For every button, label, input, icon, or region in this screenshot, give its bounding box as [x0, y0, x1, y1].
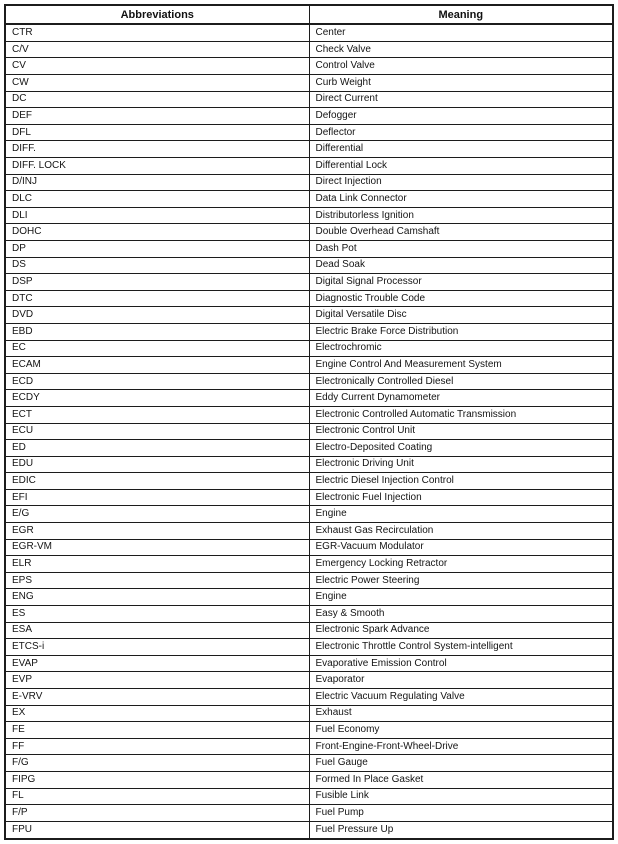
- meaning-cell: Distributorless Ignition: [309, 207, 613, 224]
- abbreviation-cell: DC: [5, 91, 309, 108]
- table-row: [5, 606, 613, 623]
- meaning-cell: Electric Vacuum Regulating Valve: [309, 689, 613, 706]
- table-row: [5, 373, 613, 390]
- abbreviations-column-header: Abbreviations: [5, 5, 309, 24]
- table-row: [5, 307, 613, 324]
- abbreviation-cell: F/P: [5, 805, 309, 822]
- table-row: [5, 506, 613, 523]
- table-row: [5, 224, 613, 241]
- table-row: [5, 556, 613, 573]
- abbreviation-cell: EGR-VM: [5, 539, 309, 556]
- abbreviation-cell: ECD: [5, 373, 309, 390]
- table-row: [5, 158, 613, 175]
- abbreviation-cell: C/V: [5, 41, 309, 58]
- table-row: [5, 290, 613, 307]
- abbreviation-cell: E-VRV: [5, 689, 309, 706]
- abbreviation-cell: EC: [5, 340, 309, 357]
- abbreviation-cell: ES: [5, 606, 309, 623]
- header-row: [5, 5, 613, 24]
- table-row: [5, 124, 613, 141]
- meaning-cell: Electronic Controlled Automatic Transmission: [309, 406, 613, 423]
- meaning-cell: Fuel Pump: [309, 805, 613, 822]
- meaning-cell: Deflector: [309, 124, 613, 141]
- meaning-cell: Electric Brake Force Distribution: [309, 323, 613, 340]
- table-row: [5, 75, 613, 92]
- table-header: [5, 5, 613, 24]
- abbreviation-cell: ECDY: [5, 390, 309, 407]
- table-row: [5, 456, 613, 473]
- table-row: [5, 24, 613, 41]
- abbreviation-cell: CV: [5, 58, 309, 75]
- table-row: [5, 390, 613, 407]
- abbreviation-cell: DP: [5, 240, 309, 257]
- abbreviation-cell: ENG: [5, 589, 309, 606]
- abbreviation-cell: EFI: [5, 489, 309, 506]
- meaning-cell: Eddy Current Dynamometer: [309, 390, 613, 407]
- table-row: [5, 805, 613, 822]
- abbreviation-cell: CTR: [5, 24, 309, 41]
- meaning-cell: Center: [309, 24, 613, 41]
- abbreviation-cell: FPU: [5, 821, 309, 839]
- table-row: [5, 58, 613, 75]
- abbreviation-cell: EVP: [5, 672, 309, 689]
- table-row: [5, 406, 613, 423]
- table-row: [5, 357, 613, 374]
- table-row: [5, 539, 613, 556]
- abbreviation-cell: EX: [5, 705, 309, 722]
- meaning-cell: Data Link Connector: [309, 191, 613, 208]
- table-row: [5, 473, 613, 490]
- table-row: [5, 191, 613, 208]
- abbreviation-cell: FIPG: [5, 771, 309, 788]
- table-row: [5, 340, 613, 357]
- abbreviation-cell: ECT: [5, 406, 309, 423]
- meaning-cell: Diagnostic Trouble Code: [309, 290, 613, 307]
- table-row: [5, 689, 613, 706]
- table-row: [5, 41, 613, 58]
- table-row: [5, 755, 613, 772]
- abbreviation-cell: DTC: [5, 290, 309, 307]
- meaning-cell: Curb Weight: [309, 75, 613, 92]
- meaning-cell: Electric Diesel Injection Control: [309, 473, 613, 490]
- abbreviation-cell: ELR: [5, 556, 309, 573]
- table-row: [5, 788, 613, 805]
- table-row: [5, 141, 613, 158]
- abbreviation-cell: EBD: [5, 323, 309, 340]
- meaning-cell: Electronic Spark Advance: [309, 622, 613, 639]
- abbreviation-cell: ECU: [5, 423, 309, 440]
- table-row: [5, 705, 613, 722]
- abbreviation-cell: EDIC: [5, 473, 309, 490]
- meaning-cell: Easy & Smooth: [309, 606, 613, 623]
- table-row: [5, 821, 613, 839]
- meaning-cell: Emergency Locking Retractor: [309, 556, 613, 573]
- abbreviation-cell: FL: [5, 788, 309, 805]
- table-row: [5, 655, 613, 672]
- abbreviation-cell: ETCS-i: [5, 639, 309, 656]
- abbreviation-cell: DFL: [5, 124, 309, 141]
- meaning-cell: Fuel Pressure Up: [309, 821, 613, 839]
- abbreviation-cell: DIFF.: [5, 141, 309, 158]
- meaning-cell: Fuel Economy: [309, 722, 613, 739]
- meaning-cell: Double Overhead Camshaft: [309, 224, 613, 241]
- meaning-cell: Electronic Throttle Control System-intelligent: [309, 639, 613, 656]
- meaning-cell: Evaporative Emission Control: [309, 655, 613, 672]
- meaning-cell: Digital Signal Processor: [309, 274, 613, 291]
- abbreviation-cell: FF: [5, 738, 309, 755]
- table-row: [5, 722, 613, 739]
- abbreviation-cell: DS: [5, 257, 309, 274]
- abbreviation-cell: EVAP: [5, 655, 309, 672]
- abbreviation-cell: FE: [5, 722, 309, 739]
- table-row: [5, 91, 613, 108]
- meaning-cell: Exhaust Gas Recirculation: [309, 523, 613, 540]
- table-row: [5, 489, 613, 506]
- abbreviation-cell: D/INJ: [5, 174, 309, 191]
- meaning-cell: Defogger: [309, 108, 613, 125]
- meaning-cell: Dead Soak: [309, 257, 613, 274]
- table-row: [5, 738, 613, 755]
- abbreviation-cell: ECAM: [5, 357, 309, 374]
- table-row: [5, 639, 613, 656]
- table-row: [5, 589, 613, 606]
- table-row: [5, 240, 613, 257]
- table-row: [5, 323, 613, 340]
- meaning-cell: Fuel Gauge: [309, 755, 613, 772]
- table-body: [5, 24, 613, 839]
- meaning-cell: Dash Pot: [309, 240, 613, 257]
- meaning-cell: EGR-Vacuum Modulator: [309, 539, 613, 556]
- meaning-cell: Differential: [309, 141, 613, 158]
- meaning-cell: Fusible Link: [309, 788, 613, 805]
- abbreviation-cell: CW: [5, 75, 309, 92]
- abbreviation-cell: DIFF. LOCK: [5, 158, 309, 175]
- abbreviation-cell: EPS: [5, 572, 309, 589]
- table-row: [5, 622, 613, 639]
- meaning-cell: Control Valve: [309, 58, 613, 75]
- abbreviation-cell: E/G: [5, 506, 309, 523]
- meaning-column-header: Meaning: [309, 5, 613, 24]
- abbreviation-cell: F/G: [5, 755, 309, 772]
- meaning-cell: Direct Injection: [309, 174, 613, 191]
- table-row: [5, 207, 613, 224]
- meaning-cell: Electronically Controlled Diesel: [309, 373, 613, 390]
- meaning-cell: Electronic Fuel Injection: [309, 489, 613, 506]
- abbreviation-cell: DSP: [5, 274, 309, 291]
- table-row: [5, 174, 613, 191]
- meaning-cell: Digital Versatile Disc: [309, 307, 613, 324]
- table-row: [5, 108, 613, 125]
- abbreviation-cell: EGR: [5, 523, 309, 540]
- meaning-cell: Electro-Deposited Coating: [309, 440, 613, 457]
- meaning-cell: Electronic Driving Unit: [309, 456, 613, 473]
- table-row: [5, 257, 613, 274]
- abbreviations-table: [4, 4, 614, 840]
- meaning-cell: Check Valve: [309, 41, 613, 58]
- table-row: [5, 523, 613, 540]
- meaning-cell: Electric Power Steering: [309, 572, 613, 589]
- table-row: [5, 771, 613, 788]
- meaning-cell: Engine: [309, 589, 613, 606]
- meaning-cell: Front-Engine-Front-Wheel-Drive: [309, 738, 613, 755]
- meaning-cell: Electronic Control Unit: [309, 423, 613, 440]
- abbreviation-cell: DLI: [5, 207, 309, 224]
- abbreviation-cell: DLC: [5, 191, 309, 208]
- meaning-cell: Evaporator: [309, 672, 613, 689]
- table-row: [5, 440, 613, 457]
- abbreviation-cell: DOHC: [5, 224, 309, 241]
- meaning-cell: Engine: [309, 506, 613, 523]
- table-row: [5, 423, 613, 440]
- abbreviation-cell: ESA: [5, 622, 309, 639]
- meaning-cell: Electrochromic: [309, 340, 613, 357]
- meaning-cell: Direct Current: [309, 91, 613, 108]
- abbreviation-cell: EDU: [5, 456, 309, 473]
- meaning-cell: Engine Control And Measurement System: [309, 357, 613, 374]
- abbreviation-cell: DVD: [5, 307, 309, 324]
- table-row: [5, 572, 613, 589]
- table-row: [5, 274, 613, 291]
- meaning-cell: Formed In Place Gasket: [309, 771, 613, 788]
- meaning-cell: Exhaust: [309, 705, 613, 722]
- abbreviation-cell: ED: [5, 440, 309, 457]
- meaning-cell: Differential Lock: [309, 158, 613, 175]
- table-row: [5, 672, 613, 689]
- abbreviation-cell: DEF: [5, 108, 309, 125]
